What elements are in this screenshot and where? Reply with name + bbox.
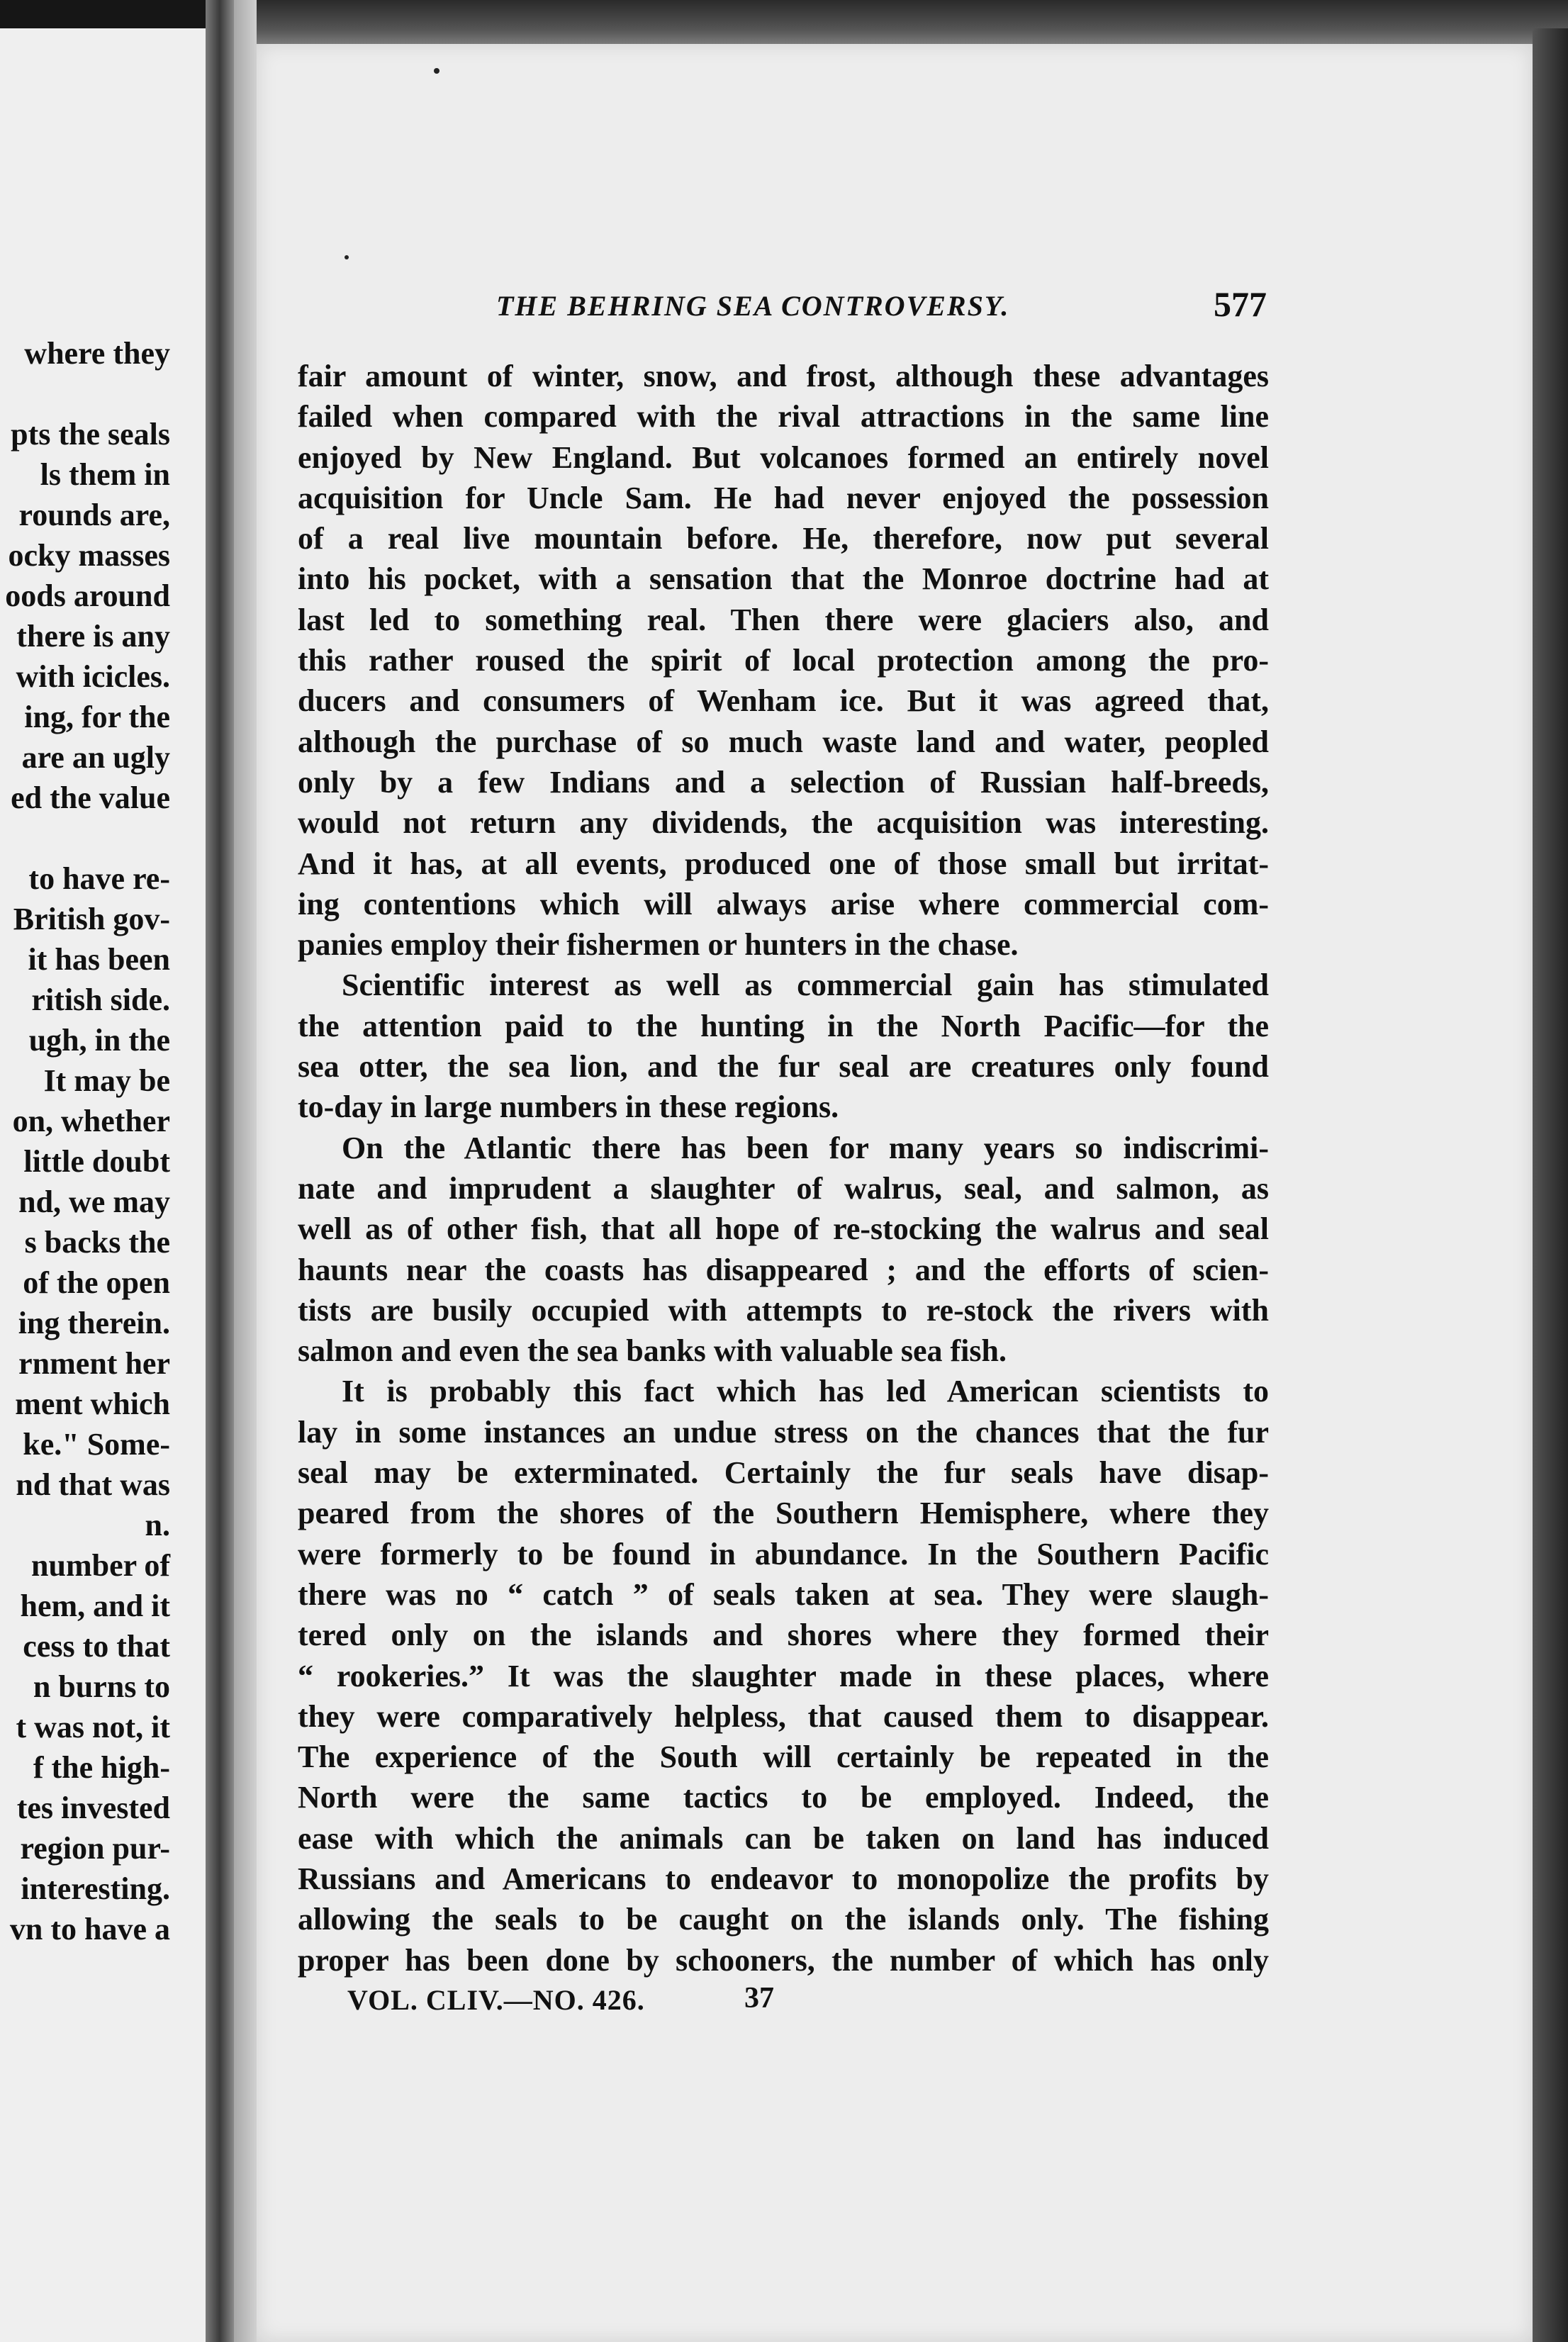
book-gutter: [206, 0, 234, 2342]
facing-page-line: vn to have a: [9, 1912, 170, 1946]
text-line: Russians and Americans to endeavor to monopolize the profits by: [298, 1861, 1269, 1896]
facing-page-line: rnment her: [18, 1346, 170, 1381]
body-text: [298, 356, 1269, 1980]
facing-page-line: It may be: [43, 1063, 170, 1098]
facing-page-line: ment which: [15, 1386, 170, 1421]
text-line: this rather roused the spirit of local protection among the pro-: [298, 643, 1269, 678]
facing-page-line: region pur-: [20, 1831, 170, 1866]
text-line: haunts near the coasts has disappeared ; and the efforts of scien-: [298, 1252, 1269, 1287]
text-line: nate and imprudent a slaughter of walrus, seal, and salmon, as: [298, 1170, 1269, 1206]
text-line: fair amount of winter, snow, and frost, although these advantages: [298, 359, 1269, 393]
text-line: seal may be exterminated. Certainly the fur seals have disap-: [298, 1455, 1269, 1491]
facing-page-line: it has been: [28, 942, 170, 977]
facing-page-line: n burns to: [33, 1669, 170, 1704]
text-line: of a real live mountain before. He, therefore, now put several: [298, 521, 1269, 556]
text-line: there was no “ catch ” of seals taken at sea. They were slaugh-: [298, 1576, 1269, 1612]
facing-page-line: [5, 818, 170, 858]
text-line: enjoyed by New England. But volcanoes formed an entirely novel: [298, 439, 1269, 475]
facing-page-line: British gov-: [13, 902, 170, 936]
text-line: failed when compared with the rival attractions in the same line: [298, 399, 1269, 435]
facing-page-line: ls them in: [40, 457, 170, 492]
text-line: acquisition for Uncle Sam. He had never enjoyed the possession: [298, 480, 1269, 515]
facing-page-line: of the open: [23, 1265, 170, 1300]
text-line: were formerly to be found in abundance. In the Southern Pacific: [298, 1536, 1269, 1571]
text-line: sea otter, the sea lion, and the fur seal are creatures only found: [298, 1049, 1269, 1085]
text-line: well as of other fish, that all hope of re-stocking the walrus and seal: [298, 1211, 1269, 1247]
facing-page-line: are an ugly: [21, 740, 170, 775]
facing-page-line: with icicles.: [16, 659, 170, 694]
text-line: And it has, at all events, produced one of those small but irritat-: [298, 846, 1269, 881]
volume-signature: VOL. CLIV.—NO. 426.: [347, 1984, 645, 2016]
text-line: proper has been done by schooners, the number of which has only: [298, 1942, 1269, 1978]
facing-page-line: nd that was: [16, 1467, 170, 1502]
facing-page-line: oods around: [5, 578, 170, 613]
facing-page-line: [5, 374, 170, 414]
facing-page-line: on, whether: [12, 1104, 170, 1138]
facing-page-line: ing, for the: [24, 700, 170, 734]
facing-page-line: to have re-: [28, 861, 170, 896]
page-number: 577: [1214, 284, 1267, 324]
facing-page-line: number of: [31, 1548, 170, 1583]
facing-page-line: rounds are,: [18, 498, 170, 532]
text-line: last led to something real. Then there were glaciers also, and: [298, 602, 1269, 637]
facing-page-line: ed the value: [11, 780, 170, 815]
facing-page-line: t was not, it: [16, 1710, 170, 1744]
top-edge-shadow: [206, 0, 1568, 50]
facing-page-line: ocky masses: [8, 538, 170, 573]
facing-page-line: there is any: [16, 619, 170, 654]
facing-page-line: cess to that: [23, 1629, 170, 1664]
facing-page-line: s backs the: [24, 1225, 170, 1260]
text-line: Scientific interest as well as commercial gain has stimulated: [342, 968, 1269, 1003]
text-line: salmon and even the sea banks with valuable sea fish.: [298, 1333, 1007, 1369]
text-line: peared from the shores of the Southern Hemisphere, where they: [298, 1496, 1269, 1531]
print-speck: [434, 68, 439, 74]
text-line: only by a few Indians and a selection of Russian half-breeds,: [298, 764, 1269, 800]
text-line: It is probably this fact which has led American scientists to: [342, 1374, 1269, 1409]
page-fold: [234, 0, 257, 2342]
right-edge-shadow: [1533, 28, 1568, 2342]
facing-page-line: interesting.: [21, 1871, 170, 1906]
facing-page-text: [5, 333, 170, 1949]
text-line: ducers and consumers of Wenham ice. But it was agreed that,: [298, 683, 1269, 719]
text-line: tists are busily occupied with attempts to re-stock the rivers with: [298, 1292, 1269, 1328]
text-line: The experience of the South will certainly be repeated in the: [298, 1739, 1269, 1775]
text-line: panies employ their fishermen or hunters in the chase.: [298, 927, 1019, 963]
facing-page-line: hem, and it: [20, 1589, 170, 1623]
text-line: they were comparatively helpless, that caused them to disappear.: [298, 1698, 1269, 1734]
text-line: ease with which the animals can be taken on land has induced: [298, 1820, 1269, 1856]
facing-page-line: n.: [145, 1508, 170, 1542]
facing-page-line: where they: [24, 336, 170, 371]
text-line: “ rookeries.” It was the slaughter made in these places, where: [298, 1658, 1269, 1693]
facing-page-line: ugh, in the: [28, 1023, 170, 1058]
facing-page-line: pts the seals: [11, 417, 170, 452]
running-head: THE BEHRING SEA CONTROVERSY.: [496, 290, 1010, 322]
text-line: although the purchase of so much waste land and water, peopled: [298, 724, 1269, 759]
facing-page-line: nd, we may: [18, 1184, 170, 1219]
facing-page-line: tes invested: [16, 1791, 170, 1825]
print-speck: [345, 255, 349, 259]
text-line: allowing the seals to be caught on the islands only. The fishing: [298, 1902, 1269, 1937]
text-line: to-day in large numbers in these regions.: [298, 1089, 839, 1125]
text-line: ing contentions which will always arise where commercial com-: [298, 886, 1269, 921]
facing-page-line: little doubt: [23, 1144, 170, 1179]
text-line: tered only on the islands and shores where they formed their: [298, 1618, 1269, 1653]
text-line: would not return any dividends, the acquisition was interesting.: [298, 805, 1269, 841]
text-line: into his pocket, with a sensation that the Monroe doctrine had at: [298, 561, 1269, 597]
sheet-number: 37: [744, 1982, 774, 2015]
facing-page-line: ritish side.: [31, 982, 170, 1017]
text-line: On the Atlantic there has been for many years so indiscrimi-: [342, 1130, 1269, 1165]
facing-page-line: f the high-: [33, 1750, 170, 1785]
text-line: North were the same tactics to be employed. Indeed, the: [298, 1780, 1269, 1815]
facing-page-left: [0, 28, 206, 2342]
text-line: the attention paid to the hunting in the North Pacific—for the: [298, 1008, 1269, 1043]
facing-page-line: ke." Some-: [23, 1427, 170, 1462]
text-line: lay in some instances an undue stress on the chances that the fur: [298, 1414, 1269, 1450]
facing-page-line: ing therein.: [18, 1306, 170, 1340]
